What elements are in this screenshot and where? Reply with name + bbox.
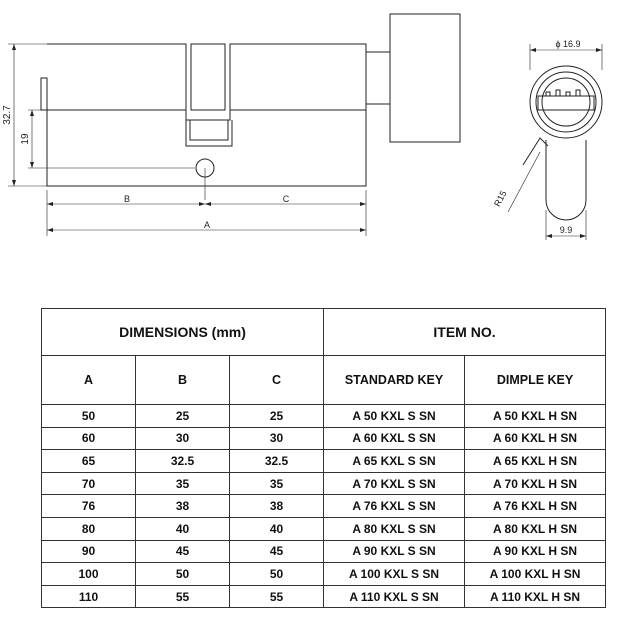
dimensions-table	[41, 308, 606, 608]
cell-b: 38	[136, 495, 230, 518]
table-row	[42, 450, 606, 473]
cell-a: 60	[42, 427, 136, 450]
cell-standard-key: A 100 KXL S SN	[324, 563, 465, 586]
cell-b: 50	[136, 563, 230, 586]
cell-a: 80	[42, 517, 136, 540]
cell-standard-key: A 65 KXL S SN	[324, 450, 465, 473]
table-row	[42, 495, 606, 518]
cell-b: 40	[136, 517, 230, 540]
dim-a: A	[203, 220, 211, 230]
dim-radius: R15	[492, 188, 509, 209]
cell-standard-key: A 80 KXL S SN	[324, 517, 465, 540]
cell-dimple-key: A 70 KXL H SN	[465, 472, 606, 495]
item-no-group-header: ITEM NO.	[324, 309, 606, 356]
table-row	[42, 405, 606, 428]
cell-standard-key: A 90 KXL S SN	[324, 540, 465, 563]
cell-b: 35	[136, 472, 230, 495]
cell-standard-key: A 110 KXL S SN	[324, 585, 465, 608]
thumbturn-shaft	[366, 52, 390, 104]
table-row	[42, 427, 606, 450]
cell-c: 55	[230, 585, 324, 608]
cam	[186, 120, 232, 146]
cell-b: 25	[136, 405, 230, 428]
cell-dimple-key: A 110 KXL H SN	[465, 585, 606, 608]
table-row	[42, 540, 606, 563]
column-header-standard-key: STANDARD KEY	[324, 356, 465, 405]
column-header-c: C	[230, 356, 324, 405]
cell-a: 100	[42, 563, 136, 586]
cylinder-end-view	[508, 44, 602, 240]
end-cap	[41, 78, 47, 110]
plug-outer-ring	[530, 66, 602, 138]
cell-b: 32.5	[136, 450, 230, 473]
dim-c: C	[282, 194, 290, 204]
dimensions-group-header: DIMENSIONS (mm)	[42, 309, 324, 356]
cam-lobe	[546, 140, 586, 220]
cell-dimple-key: A 80 KXL H SN	[465, 517, 606, 540]
table-row	[42, 472, 606, 495]
dim-height-total: 32.7	[2, 105, 13, 125]
cell-dimple-key: A 100 KXL H SN	[465, 563, 606, 586]
table-row	[42, 563, 606, 586]
cell-a: 90	[42, 540, 136, 563]
column-header-dimple-key: DIMPLE KEY	[465, 356, 606, 405]
cell-a: 110	[42, 585, 136, 608]
keyway	[538, 96, 594, 110]
cell-b: 55	[136, 585, 230, 608]
column-header-b: B	[136, 356, 230, 405]
cell-c: 35	[230, 472, 324, 495]
cell-c: 38	[230, 495, 324, 518]
plug-inner-ring	[536, 72, 596, 132]
cell-a: 65	[42, 450, 136, 473]
cell-c: 50	[230, 563, 324, 586]
cell-c: 32.5	[230, 450, 324, 473]
cell-standard-key: A 76 KXL S SN	[324, 495, 465, 518]
cell-c: 30	[230, 427, 324, 450]
dim-b: B	[123, 194, 131, 204]
dim-diameter: ϕ 16.9	[555, 39, 581, 49]
cell-c: 45	[230, 540, 324, 563]
cell-dimple-key: A 90 KXL H SN	[465, 540, 606, 563]
cell-c: 40	[230, 517, 324, 540]
dim-cam-width: 9.9	[559, 225, 573, 235]
cell-dimple-key: A 50 KXL H SN	[465, 405, 606, 428]
pin-set	[546, 90, 580, 96]
dim-height-body: 19	[20, 133, 31, 145]
table-row	[42, 517, 606, 540]
cell-dimple-key: A 65 KXL H SN	[465, 450, 606, 473]
cam-slot	[191, 44, 225, 110]
cylinder-side-view	[8, 14, 460, 236]
column-header-a: A	[42, 356, 136, 405]
cell-dimple-key: A 76 KXL H SN	[465, 495, 606, 518]
cell-standard-key: A 60 KXL S SN	[324, 427, 465, 450]
cell-a: 76	[42, 495, 136, 518]
cell-c: 25	[230, 405, 324, 428]
table-row	[42, 585, 606, 608]
technical-drawing	[0, 0, 618, 300]
cell-b: 30	[136, 427, 230, 450]
cell-standard-key: A 70 KXL S SN	[324, 472, 465, 495]
cell-a: 50	[42, 405, 136, 428]
cell-standard-key: A 50 KXL S SN	[324, 405, 465, 428]
plug-face	[542, 78, 590, 126]
cell-dimple-key: A 60 KXL H SN	[465, 427, 606, 450]
cell-a: 70	[42, 472, 136, 495]
cell-b: 45	[136, 540, 230, 563]
thumbturn-knob	[390, 14, 460, 142]
cylinder-body-outline	[47, 44, 366, 186]
